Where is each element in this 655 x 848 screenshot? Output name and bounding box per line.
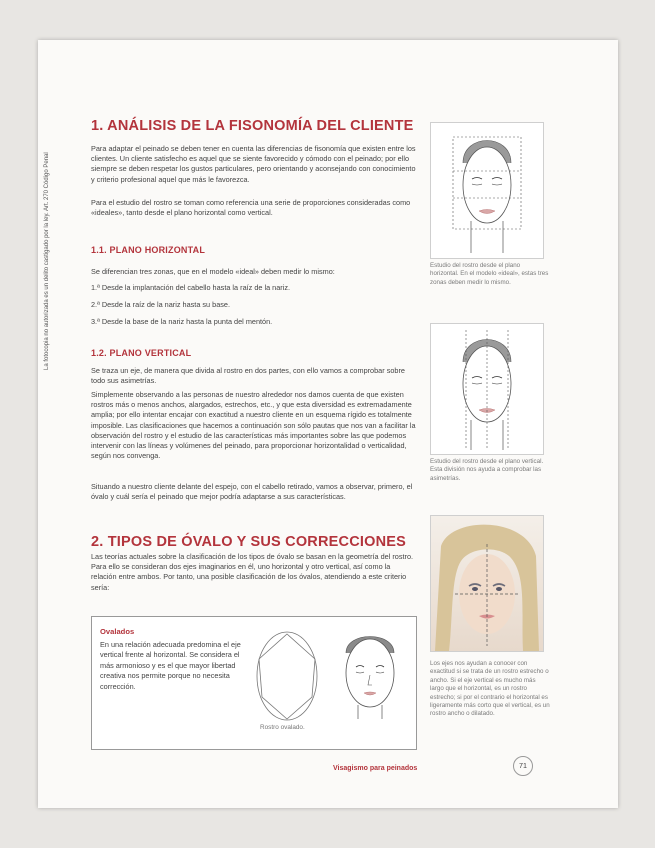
page	[38, 40, 618, 808]
section-1-title: 1. ANÁLISIS DE LA FISONOMÍA DEL CLIENTE	[91, 118, 414, 134]
figure-photo-axes	[430, 515, 542, 652]
ovalados-title: Ovalados	[100, 627, 135, 636]
copyright-side-note: La fotocopia no autorizada es un delito castigado por la ley. Art. 270 Código Penal	[44, 152, 50, 370]
section-2-paragraph-1: Las teorías actuales sobre la clasificación de los tipos de óvalo se basan en la geometría del rostro. Para ello se consideran dos ejes imaginarios en él, uno horizontal y otro vertical, así como la relación entre ambos. Por tanto, una posible clasificación de los óvalos, atendiendo a este criterio sería:	[91, 552, 414, 592]
photo-face-illustration	[431, 516, 543, 651]
figure-vertical-study	[430, 323, 542, 455]
subsection-1-2-title: 1.2. PLANO VERTICAL	[91, 348, 192, 358]
footer-title: Visagismo para peinados	[333, 765, 418, 772]
oval-face-drawing	[332, 623, 408, 723]
subsection-1-2-paragraph-2: Simplemente observando a las personas de nuestro alrededor nos damos cuenta de que existen rostros más o menos anchos, alargados, estrechos, etc., y que esta diversidad es extremadamente amplia; por ello intentar encajar con exactitud a nuestro cliente en un esquema rígido es totalmente imposible. Las clasificaciones que hacemos a continuación son sólo pautas que nos van a facilitar la observación del rostro y el estudio de las características más importantes sobre las que podemos intervenir con las líneas y volúmenes del peinado, para proporcionar horizontalidad o verticalidad, según nos convenga.	[91, 390, 416, 461]
section-2-title: 2. TIPOS DE ÓVALO Y SUS CORRECCIONES	[91, 534, 406, 550]
horizontal-face-diagram	[431, 123, 543, 258]
oval-figure-caption: Rostro ovalado.	[260, 724, 305, 731]
subsection-1-1-title: 1.1. PLANO HORIZONTAL	[91, 245, 206, 255]
ovalados-box	[91, 616, 417, 750]
ovalados-text: En una relación adecuada predomina el eje vertical frente al horizontal. Se considera el más armonioso y es el que mayor libertad creativa nos permite porque no necesita corrección.	[100, 640, 241, 691]
subsection-1-1-intro: Se diferencian tres zonas, que en el modelo «ideal» deben medir lo mismo:	[91, 267, 335, 276]
list-item: 1.ª Desde la implantación del cabello hasta la raíz de la nariz.	[91, 283, 291, 292]
section-1-paragraph-1: Para adaptar el peinado se deben tener en cuenta las diferencias de fisonomía que existen entre los clientes. Un cliente satisfecho es aquel que se siente favorecido y cómodo con el peinado; por ello siempre se deben respetar los gustos particulares, pero orientando y aconsejando con conocimiento y criterio profesional aquel que más le favorezca.	[91, 144, 416, 184]
vertical-face-diagram	[431, 324, 543, 454]
oval-geometry-diagram	[252, 629, 322, 724]
model-photo	[430, 515, 544, 652]
figure-2-caption: Estudio del rostro desde el plano vertical. Esta división nos ayuda a comprobar las asimetrías.	[430, 458, 544, 482]
subsection-1-2-paragraph-1: Se traza un eje, de manera que divida al rostro en dos partes, con ello vamos a comprobar sobre todo sus asimetrías.	[91, 366, 405, 386]
figure-3-caption: Los ejes nos ayudan a conocer con exactitud si se trata de un rostro estrecho o ancho. Si el eje vertical es mucho más largo que el horizontal, es un rostro estrecho; si por el contrario el horizontal es ligeramente más corto que el vertical, es un rostro ancho o dilatado.	[430, 660, 550, 718]
list-item: 2.ª Desde la raíz de la nariz hasta su base.	[91, 300, 230, 309]
horizontal-zones-list	[91, 283, 290, 334]
list-item: 3.ª Desde la base de la nariz hasta la punta del mentón.	[91, 317, 273, 326]
figure-horizontal-study	[430, 122, 542, 259]
subsection-1-2-paragraph-3: Situando a nuestro cliente delante del espejo, con el cabello retirado, vamos a observar, primero, el óvalo y cuál sería el peinado que mejor podría adaptarse a sus características.	[91, 482, 413, 502]
page-number: 71	[513, 756, 533, 776]
section-1-paragraph-2: Para el estudio del rostro se toman como referencia una serie de proporciones consideradas como «ideales», tanto desde el plano horizontal como vertical.	[91, 198, 411, 218]
figure-1-caption: Estudio del rostro desde el plano horizontal. En el modelo «ideal», estas tres zonas deben medir lo mismo.	[430, 262, 549, 286]
